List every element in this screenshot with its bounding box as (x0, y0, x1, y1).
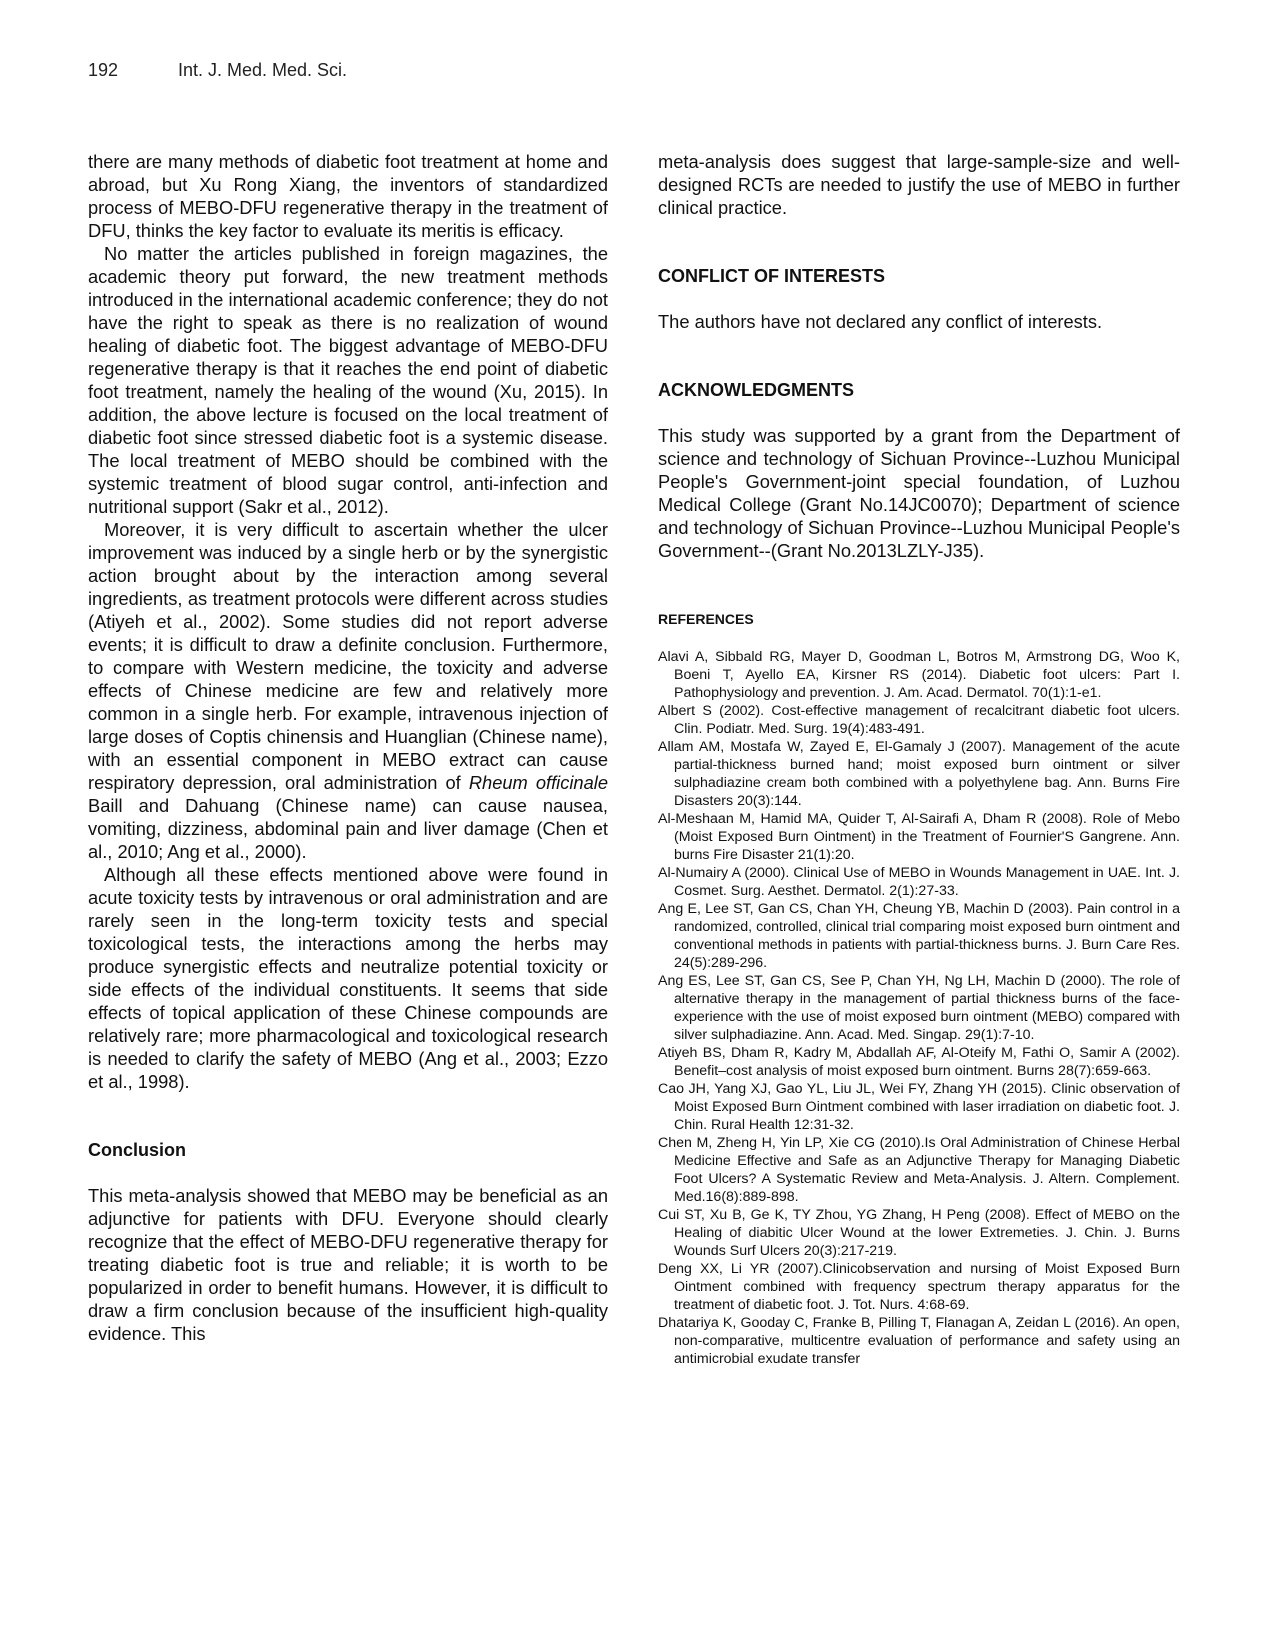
reference-item: Alavi A, Sibbald RG, Mayer D, Goodman L, Botros M, Armstrong DG, Woo K, Boeni T, Ayello EA, Kirsner RS (2014). Diabetic foot ulcers: Part I. Pathophysiology and prevention. J. Am. Acad. Dermatol. 70(1):1-e1. (658, 649, 1180, 701)
acknowledgments-text: This study was supported by a grant from the Department of science and technology of Sichuan Province--Luzhou Municipal People's Government-joint special foundation, of Luzhou Medical College (Grant No.14JC0070); Department of science and technology of Sichuan Province--Luzhou Municipal People's Government--(Grant No.2013LZLY-J35). (658, 425, 1180, 561)
references-heading: REFERENCES (658, 611, 754, 627)
reference-item: Atiyeh BS, Dham R, Kadry M, Abdallah AF, Al-Oteify M, Fathi O, Samir A (2002). Benefit–cost analysis of moist exposed burn ointment. Burns 28(7):659-663. (658, 1045, 1180, 1079)
reference-list (658, 648, 1180, 1368)
paragraph: Although all these effects mentioned above were found in acute toxicity tests by intravenous or oral administration and are rarely seen in the long-term toxicity tests and special toxicological tests, the interactions among the herbs may produce synergistic effects and neutralize potential toxicity or side effects of the individual constituents. It seems that side effects of topical application of these Chinese compounds are relatively rare; more pharmacological and toxicological research is needed to clarify the safety of MEBO (Ang et al., 2003; Ezzo et al., 1998). (88, 864, 608, 1092)
conclusion-paragraph: This meta-analysis showed that MEBO may be beneficial as an adjunctive for patients with DFU. Everyone should clearly recognize that the effect of MEBO-DFU regenerative therapy for treating diabetic foot is true and reliable; it is worth to be popularized in order to benefit humans. However, it is difficult to draw a firm conclusion because of the insufficient high-quality evidence. This (88, 1185, 608, 1344)
reference-item: Cui ST, Xu B, Ge K, TY Zhou, YG Zhang, H Peng (2008). Effect of MEBO on the Healing of diabitic Ulcer Wound at the lower Extremeties. J. Chin. J. Burns Wounds Surf Ulcers 20(3):217-219. (658, 1207, 1180, 1259)
conclusion-heading: Conclusion (88, 1140, 186, 1160)
reference-item: Chen M, Zheng H, Yin LP, Xie CG (2010).Is Oral Administration of Chinese Herbal Medicine Effective and Safe as an Adjunctive Therapy for Managing Diabetic Foot Ulcers? A Systematic Review and Meta-Analysis. J. Altern. Complement. Med.16(8):889-898. (658, 1135, 1180, 1205)
continued-paragraph: meta-analysis does suggest that large-sample-size and well-designed RCTs are needed to justify the use of MEBO in further clinical practice. (658, 151, 1180, 218)
right-column (658, 150, 1180, 1368)
reference-item: Ang E, Lee ST, Gan CS, Chan YH, Cheung YB, Machin D (2003). Pain control in a randomized, controlled, clinical trial comparing moist exposed burn ointment and conventional methods in patients with partial-thickness burns. J. Burn Care Res. 24(5):289-296. (658, 901, 1180, 971)
paragraph (88, 518, 608, 863)
species-name: Rheum officinale (468, 772, 608, 793)
left-column (88, 150, 608, 1345)
page-number: 192 (88, 60, 119, 80)
conflict-statement: The authors have not declared any conflict of interests. (658, 311, 1103, 332)
reference-item: Cao JH, Yang XJ, Gao YL, Liu JL, Wei FY, Zhang YH (2015). Clinic observation of Moist Exposed Burn Ointment combined with laser irradiation on diabetic foot. J. Chin. Rural Health 12:31-32. (658, 1081, 1180, 1133)
reference-item: Albert S (2002). Cost-effective management of recalcitrant diabetic foot ulcers. Clin. Podiatr. Med. Surg. 19(4):483-491. (658, 703, 1180, 737)
running-head (88, 60, 347, 81)
reference-item: Allam AM, Mostafa W, Zayed E, El-Gamaly J (2007). Management of the acute partial-thickness burned hand; moist exposed burn ointment or silver sulphadiazine cream both combined with a polyethylene bag. Ann. Burns Fire Disasters 20(3):144. (658, 739, 1180, 809)
journal-name: Int. J. Med. Med. Sci. (178, 60, 348, 80)
conflict-heading: CONFLICT OF INTERESTS (658, 266, 885, 286)
reference-item: Al-Numairy A (2000). Clinical Use of MEBO in Wounds Management in UAE. Int. J. Cosmet. Surg. Aesthet. Dermatol. 2(1):27-33. (658, 865, 1180, 899)
reference-item: Al-Meshaan M, Hamid MA, Quider T, Al-Sairafi A, Dham R (2008). Role of Mebo (Moist Exposed Burn Ointment) in the Treatment of Fournier'S Gangrene. Ann. burns Fire Disaster 21(1):20. (658, 811, 1180, 863)
reference-item: Dhatariya K, Gooday C, Franke B, Pilling T, Flanagan A, Zeidan L (2016). An open, non-comparative, multicentre evaluation of performance and safety using an antimicrobial exudate transfer (658, 1315, 1180, 1367)
acknowledgments-heading: ACKNOWLEDGMENTS (658, 380, 854, 400)
paragraph: No matter the articles published in foreign magazines, the academic theory put forward, the new treatment methods introduced in the international academic conference; they do not have the right to speak as there is no realization of wound healing of diabetic foot. The biggest advantage of MEBO-DFU regenerative therapy is that it reaches the end point of diabetic foot treatment, namely the healing of the wound (Xu, 2015). In addition, the above lecture is focused on the local treatment of diabetic foot since stressed diabetic foot is a systemic disease. The local treatment of MEBO should be combined with the systemic treatment of blood sugar control, anti-infection and nutritional support (Sakr et al., 2012). (88, 243, 608, 517)
paragraph-text: Moreover, it is very difficult to ascertain whether the ulcer improvement was induced by a single herb or by the synergistic action brought about by the interaction among several ingredients, as treatment protocols were different across studies (Atiyeh et al., 2002). Some studies did not report adverse events; it is difficult to draw a definite conclusion. Furthermore, to compare with Western medicine, the toxicity and adverse effects of Chinese medicine are few and relatively more common in a single herb. For example, intravenous injection of large doses of Coptis chinensis and Huanglian (Chinese name), with an essential component in MEBO extract can cause respiratory depression, oral administration of (88, 519, 608, 793)
paragraph: there are many methods of diabetic foot treatment at home and abroad, but Xu Rong Xiang, the inventors of standardized process of MEBO-DFU regenerative therapy in the treatment of DFU, thinks the key factor to evaluate its meritis is efficacy. (88, 151, 608, 241)
reference-item: Deng XX, Li YR (2007).Clinicobservation and nursing of Moist Exposed Burn Ointment combined with frequency spectrum therapy apparatus for the treatment of diabetic foot. J. Tot. Nurs. 4:68-69. (658, 1261, 1180, 1313)
reference-item: Ang ES, Lee ST, Gan CS, See P, Chan YH, Ng LH, Machin D (2000). The role of alternative therapy in the management of partial thickness burns of the face-experience with the use of moist exposed burn ointment (MEBO) compared with silver sulphadiazine. Ann. Acad. Med. Singap. 29(1):7-10. (658, 973, 1180, 1043)
paragraph-text: Baill and Dahuang (Chinese name) can cause nausea, vomiting, dizziness, abdominal pain and liver damage (Chen et al., 2010; Ang et al., 2000). (88, 795, 608, 862)
